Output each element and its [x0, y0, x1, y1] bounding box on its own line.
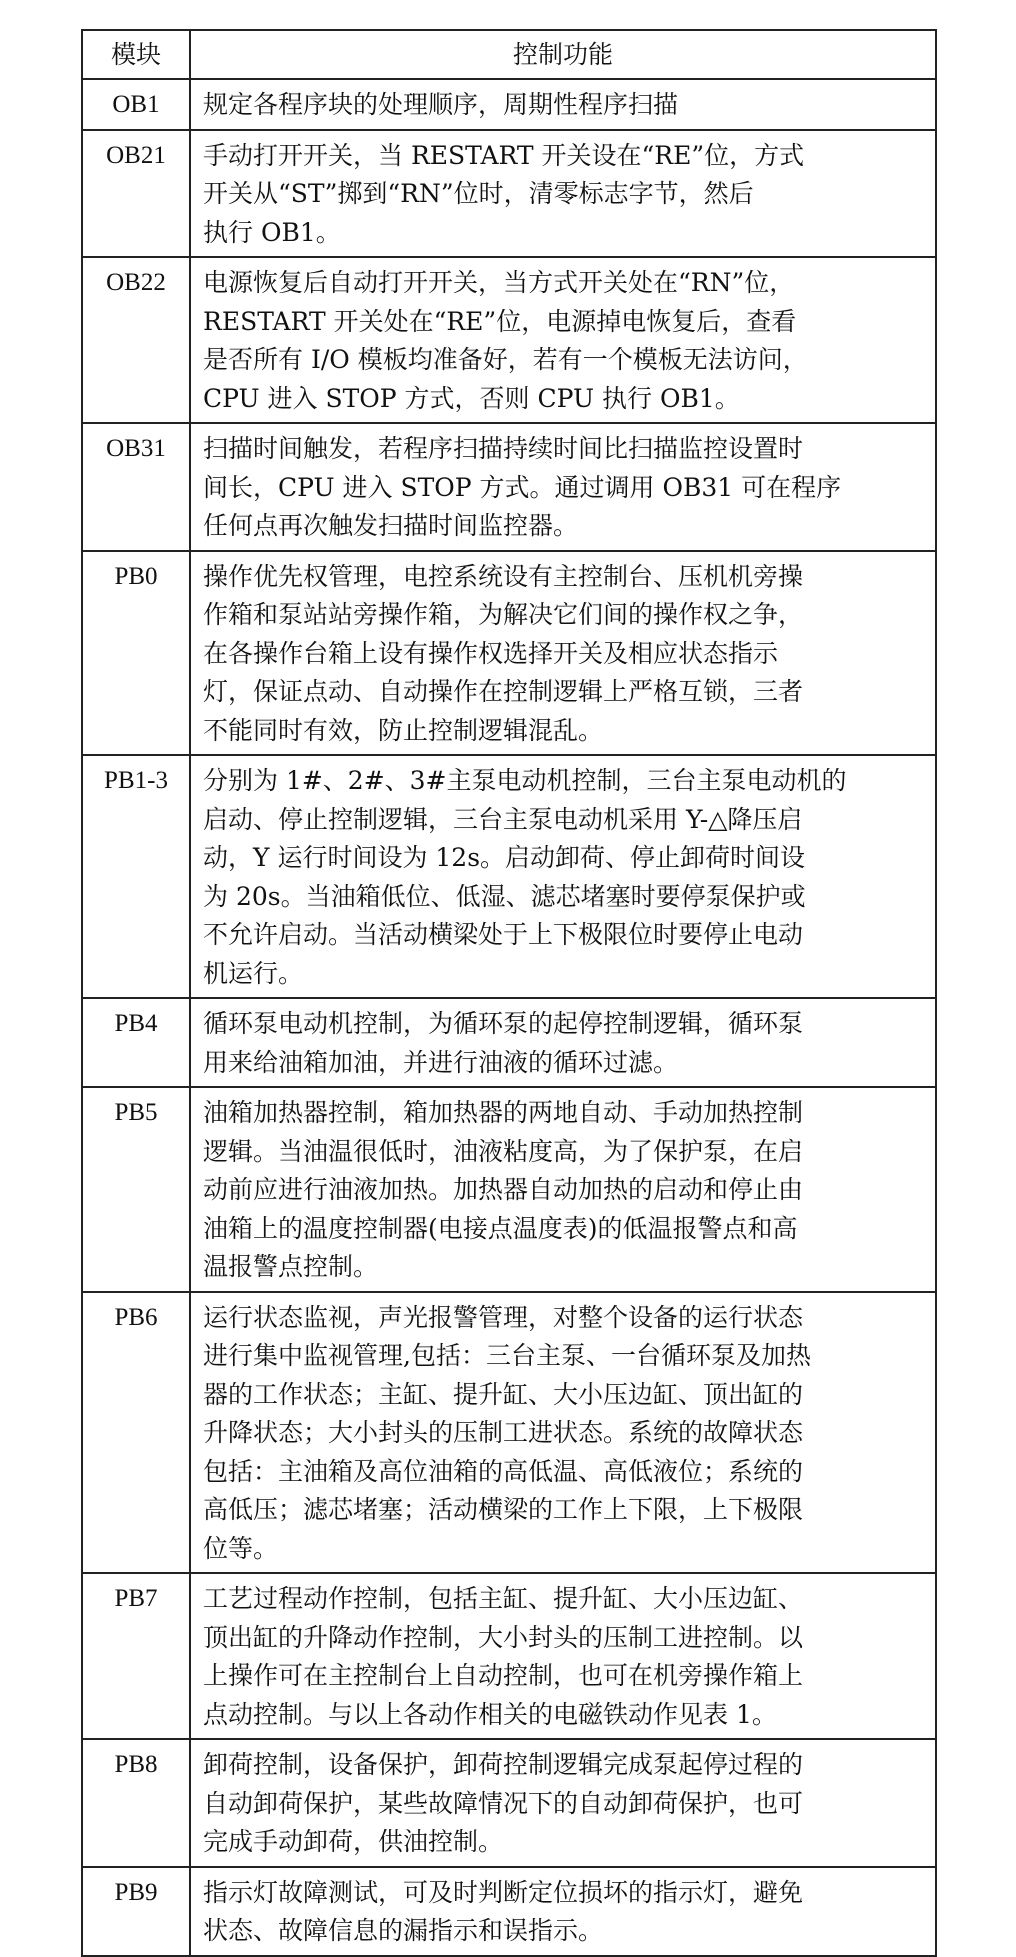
table-row: [82, 1573, 936, 1739]
function-text-line: CPU 进入 STOP 方式，否则 CPU 执行 OB1。: [203, 383, 740, 413]
function-text-line: 完成手动卸荷，供油控制。: [203, 1827, 504, 1856]
table-row: [82, 79, 936, 130]
function-cell: [190, 1573, 936, 1739]
function-text-line: 电源恢复后自动打开开关，当方式开关处在“RN”位，: [203, 268, 795, 297]
function-cell: [190, 130, 936, 258]
function-text-line: 灯，保证点动、自动操作在控制逻辑上严格互锁，三者: [203, 677, 804, 706]
function-text-line: 操作优先权管理，电控系统设有主控制台、压机机旁操: [203, 561, 804, 591]
function-text-line: 循环泵电动机控制，为循环泵的起停控制逻辑，循环泵: [203, 1009, 804, 1038]
function-text-line: 不能同时有效，防止控制逻辑混乱。: [203, 715, 604, 745]
function-cell: [190, 755, 936, 998]
table-row: [82, 257, 936, 423]
function-text-line: 在各操作台箱上设有操作权选择开关及相应状态指示: [203, 638, 779, 668]
function-text-line: 状态、故障信息的漏指示和误指示。: [203, 1916, 604, 1945]
function-text-line: 任何点再次触发扫描时间监控器。: [203, 511, 579, 540]
table-row: [82, 423, 936, 551]
function-text-line: 手动打开开关，当 RESTART 开关设在“RE”位，方式: [203, 140, 805, 170]
module-cell: OB22: [82, 257, 190, 423]
function-cell: [190, 551, 936, 756]
function-cell: [190, 998, 936, 1087]
function-cell: [190, 79, 936, 130]
function-text-line: 动，Y 运行时间设为 12s。启动卸荷、停止卸荷时间设: [203, 843, 806, 872]
module-cell: PB4: [82, 998, 190, 1087]
function-text-line: 上操作可在主控制台上自动控制，也可在机旁操作箱上: [203, 1661, 804, 1690]
function-text-line: 工艺过程动作控制，包括主缸、提升缸、大小压边缸、: [203, 1584, 804, 1613]
function-cell: [190, 1739, 936, 1867]
function-cell: [190, 1087, 936, 1292]
function-text-line: RESTART 开关处在“RE”位，电源掉电恢复后，查看: [203, 306, 797, 336]
function-text-line: 位等。: [203, 1533, 279, 1563]
function-text-line: 油箱加热器控制，箱加热器的两地自动、手动加热控制: [203, 1098, 804, 1127]
module-cell: OB31: [82, 423, 190, 551]
function-text-line: 启动、停止控制逻辑，三台主泵电动机采用 Y-△降压启: [203, 804, 803, 834]
function-cell: [190, 1867, 936, 1956]
function-text-line: 自动卸荷保护，某些故障情况下的自动卸荷保护，也可: [203, 1788, 804, 1818]
table-row: [82, 1292, 936, 1574]
function-text-line: 规定各程序块的处理顺序，周期性程序扫描: [203, 90, 679, 119]
table-row: [82, 1867, 936, 1956]
function-text-line: 扫描时间触发，若程序扫描持续时间比扫描监控设置时: [203, 434, 804, 463]
table-row: [82, 755, 936, 998]
table-row: [82, 1739, 936, 1867]
module-cell: PB8: [82, 1739, 190, 1867]
function-text-line: 开关从“ST”掷到“RN”位时，清零标志字节，然后: [203, 179, 754, 208]
function-text-line: 机运行。: [203, 958, 304, 988]
function-text-line: 运行状态监视，声光报警管理，对整个设备的运行状态: [203, 1302, 804, 1332]
function-text-line: 温报警点控制。: [203, 1252, 379, 1281]
function-text-line: 点动控制。与以上各动作相关的电磁铁动作见表 1。: [203, 1699, 777, 1729]
table-header-row: [82, 30, 936, 79]
table-row: [82, 998, 936, 1087]
function-cell: [190, 257, 936, 423]
function-text-line: 动前应进行油液加热。加热器自动加热的启动和停止由: [203, 1175, 804, 1204]
function-text-line: 为 20s。当油箱低位、低湿、滤芯堵塞时要停泵保护或: [203, 881, 806, 911]
function-text-line: 顶出缸的升降动作控制，大小封头的压制工进控制。以: [203, 1622, 804, 1652]
function-text-line: 分别为 1#、2#、3#主泵电动机控制，三台主泵电动机的: [203, 766, 847, 795]
module-function-table: [81, 29, 937, 1957]
function-cell: [190, 423, 936, 551]
function-text-line: 卸荷控制，设备保护，卸荷控制逻辑完成泵起停过程的: [203, 1750, 804, 1779]
module-cell: PB5: [82, 1087, 190, 1292]
function-text-line: 用来给油箱加油，并进行油液的循环过滤。: [203, 1047, 679, 1077]
header-control-function: 控制功能: [190, 30, 936, 79]
function-text-line: 包括：主油箱及高位油箱的高低温、高低液位；系统的: [203, 1456, 804, 1486]
table-row: [82, 1087, 936, 1292]
function-text-line: 作箱和泵站站旁操作箱，为解决它们间的操作权之争，: [203, 600, 804, 629]
module-cell: PB9: [82, 1867, 190, 1956]
module-cell: PB7: [82, 1573, 190, 1739]
table-body: [82, 79, 936, 1956]
function-text-line: 不允许启动。当活动横梁处于上下极限位时要停止电动: [203, 920, 804, 949]
module-cell: OB21: [82, 130, 190, 258]
table-row: [82, 130, 936, 258]
function-cell: [190, 1292, 936, 1574]
function-text-line: 高低压；滤芯堵塞；活动横梁的工作上下限，上下极限: [203, 1495, 804, 1524]
table-row: [82, 551, 936, 756]
function-text-line: 指示灯故障测试，可及时判断定位损坏的指示灯，避免: [203, 1877, 804, 1907]
function-text-line: 器的工作状态；主缸、提升缸、大小压边缸、顶出缸的: [203, 1379, 804, 1409]
function-text-line: 升降状态；大小封头的压制工进状态。系统的故障状态: [203, 1418, 804, 1447]
function-text-line: 进行集中监视管理,包括：三台主泵、一台循环泵及加热: [203, 1341, 811, 1370]
module-cell: OB1: [82, 79, 190, 130]
function-text-line: 逻辑。当油温很低时，油液粘度高，为了保护泵，在启: [203, 1136, 804, 1166]
header-module: 模块: [82, 30, 190, 79]
function-text-line: 油箱上的温度控制器(电接点温度表)的低温报警点和高: [203, 1213, 798, 1243]
module-cell: PB1-3: [82, 755, 190, 998]
module-cell: PB6: [82, 1292, 190, 1574]
function-text-line: 执行 OB1。: [203, 217, 341, 247]
function-text-line: 是否所有 I/O 模板均准备好，若有一个模板无法访问，: [203, 345, 808, 374]
function-text-line: 间长，CPU 进入 STOP 方式。通过调用 OB31 可在程序: [203, 472, 842, 502]
module-cell: PB0: [82, 551, 190, 756]
